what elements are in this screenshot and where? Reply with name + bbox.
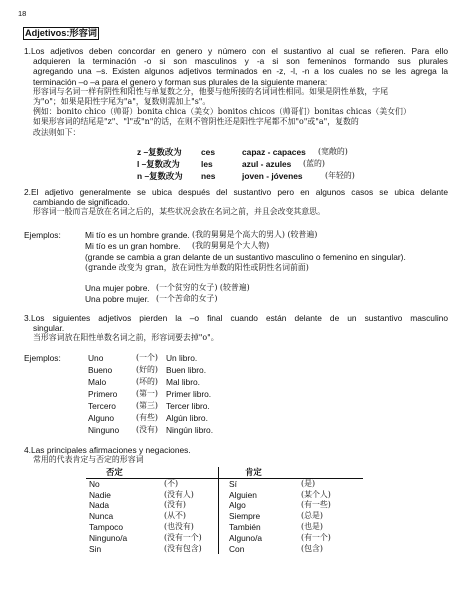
rule-cn: (蓝的): [303, 159, 325, 168]
s3-line: 3.Los siguientes adjetivos pierden la –o final cuando están delante de un sustantivo masculino: [24, 313, 448, 323]
s3-row: [88, 353, 288, 364]
pos-word: Alguien: [229, 489, 257, 500]
s3-row: [88, 413, 288, 424]
table-row: [86, 511, 363, 522]
rule-row-l: [137, 159, 437, 170]
table-row: [86, 490, 363, 501]
adj-example: Un libro.: [166, 353, 198, 363]
rule-ending: ces: [201, 147, 215, 157]
pos-cn: (有一些): [301, 500, 331, 510]
s4-cn: 常用的代表肯定与否定的形容词: [33, 455, 144, 464]
neg-word: Nada: [89, 500, 110, 511]
rule-example: capaz - capaces: [242, 147, 306, 157]
pos-cn: (有一个): [301, 532, 331, 542]
pos-cn: (总是): [301, 511, 323, 521]
example-es: Mi tío es un hombre grande.: [85, 230, 190, 240]
example-cn: (一个贫穷的女子) (较普遍): [156, 283, 250, 292]
s3-line: singular.: [33, 323, 65, 334]
example-es: Mi tío es un gran hombre.: [85, 241, 181, 251]
adj-base: Ninguno: [88, 425, 120, 435]
adj-example: Algún libro.: [166, 413, 208, 423]
rule-label: z –复数改为: [137, 147, 182, 157]
s1-cn-line: 为"o"；如果是阳性字尾为"a"，复数则需加上"s"。: [33, 97, 211, 107]
s2-example-row: [85, 294, 445, 305]
rule-row-n: [137, 171, 437, 182]
adj-example: Primer libro.: [166, 389, 212, 399]
neg-cn: (没有): [161, 500, 219, 511]
neg-word: Ninguno/a: [89, 532, 128, 543]
adj-example: Ningún libro.: [166, 425, 214, 435]
rule-example: joven - jóvenes: [242, 171, 303, 181]
neg-word: Tampoco: [89, 521, 123, 532]
adj-base: Tercero: [88, 401, 116, 411]
header-negation: 否定: [86, 467, 161, 478]
adj-example: Buen libro.: [166, 365, 207, 375]
s2-example-row: [85, 230, 445, 241]
rule-label: l –复数改为: [137, 159, 180, 169]
s1-cn-line: 形容词与名词一样有阴性和阳性与单复数之分，他要与他所接的名词词性相同。如果是阴性单数，字尾: [33, 86, 389, 96]
s3-row: [88, 425, 288, 436]
neg-cn: (没有包含): [161, 544, 219, 555]
table-row: [86, 478, 363, 489]
s1-line: adquieren la terminación -o si son masculinos y -a si son femeninos formando sus plurales: [33, 56, 448, 67]
s1-cn-line: 改法则如下：: [33, 127, 81, 137]
page-number: 18: [18, 9, 27, 18]
s3-row: [88, 377, 288, 388]
section-1: [24, 46, 448, 138]
neg-word: Sin: [89, 543, 102, 554]
pos-cn: (包含): [301, 543, 323, 553]
pos-cn: (也是): [301, 521, 323, 531]
rule-ending: nes: [201, 171, 216, 181]
example-cn: (我的舅舅是个大人物): [192, 241, 270, 250]
header-affirmation: 肯定: [219, 467, 299, 478]
rule-cn: (年轻的): [325, 171, 355, 180]
pos-word: También: [229, 521, 261, 532]
adj-base: Malo: [88, 377, 107, 387]
s2-cn-line: 形容词一般而言是放在名词之后的，某些状况会放在名词之前，并且会改变其意思。: [33, 207, 325, 217]
neg-cn: (不): [161, 478, 219, 489]
table-row: [86, 500, 363, 511]
adj-base: Primero: [88, 389, 118, 399]
s2-line: cambiando de significado.: [33, 197, 130, 208]
adj-cn: (一个): [136, 353, 158, 362]
s3-row: [88, 365, 288, 376]
s2-ejemplos-label: Ejemplos:: [24, 230, 61, 240]
s2-example-row: [85, 283, 445, 294]
adj-base: Uno: [88, 353, 104, 363]
adj-example: Mal libro.: [166, 377, 200, 387]
s1-line: terminación –o –a para el genero y forman sus plurales de la siguiente manera:: [33, 76, 328, 87]
s2-example-row: [85, 241, 445, 252]
neg-cn: (没有一个): [161, 533, 219, 544]
neg-cn: (也没有): [161, 522, 219, 533]
adj-cn: (有些): [136, 413, 158, 422]
table-row: [86, 533, 363, 544]
adj-base: Bueno: [88, 365, 113, 375]
s2-note-es: (grande se cambia a gran delante de un sustantivo masculino o femenino en singular).: [85, 252, 406, 262]
rule-ending: les: [201, 159, 213, 169]
section-2: [24, 187, 448, 218]
adj-cn: (第一): [136, 389, 158, 398]
pos-word: Siempre: [229, 511, 261, 522]
pos-word: Sí: [229, 478, 237, 489]
s1-line: 1.Los adjetivos deben concordar en genero y número con el sustantivo al cual se refieren. Para ello: [24, 46, 448, 56]
pos-cn: (某个人): [301, 489, 331, 499]
s1-cn-line: 如果形容词的结尾是"z"、"l"或"n"的话，在则不管阴性还是阳性字尾都不加"o"或"a"，复数的: [33, 117, 359, 127]
neg-cn: (从不): [161, 511, 219, 522]
s3-cn-line: 当形容词放在阳性单数名词之前，形容词要去掉"o"。: [33, 333, 219, 343]
rule-example: azul - azules: [242, 159, 292, 169]
s2-note-cn: (grande 改变为 gran，放在词性为单数的阳性或阴性名词前面): [85, 263, 309, 272]
neg-word: Nunca: [89, 511, 114, 522]
pos-word: Con: [229, 543, 245, 554]
section-title: Adjetivos:形容词: [25, 28, 97, 38]
table-header-row: [86, 467, 363, 478]
s3-row: [88, 389, 288, 400]
pos-word: Alguno/a: [229, 532, 263, 543]
rule-label: n –复数改为: [137, 171, 183, 181]
example-es: Una pobre mujer.: [85, 294, 150, 304]
section-3: [24, 313, 448, 344]
affirmation-negation-table: [86, 467, 363, 554]
s1-line: agregando una –s. Existen algunos adjetivos terminados en -z, -l, -n a los cuales no se les agrega la: [33, 66, 448, 77]
adj-cn: (第三): [136, 401, 158, 410]
table-row: [86, 522, 363, 533]
adj-example: Tercer libro.: [166, 401, 210, 411]
neg-word: No: [89, 478, 100, 489]
s2-line: 2.El adjetivo generalmente se ubica después del sustantivo pero en algunos casos se ubica delante: [24, 187, 448, 197]
s3-ejemplos-label: Ejemplos:: [24, 353, 61, 363]
example-es: Una mujer pobre.: [85, 283, 150, 293]
example-cn: (一个苦命的女子): [156, 294, 218, 303]
s3-row: [88, 401, 288, 412]
adj-cn: (好的): [136, 365, 158, 374]
s1-cn-line: 例如：bonito chico（帅哥）bonita chica（美女）bonitos chicos（帅哥们）bonitas chicas（美女们）: [33, 107, 411, 117]
s4-title: 4.Las principales afirmaciones y negaciones.: [24, 445, 191, 455]
table-row: [86, 544, 363, 555]
rule-row-z: [137, 147, 437, 158]
adj-cn: (坏的): [136, 377, 158, 386]
adj-base: Alguno: [88, 413, 115, 423]
pos-cn: (是): [301, 478, 316, 488]
neg-cn: (没有人): [161, 490, 219, 501]
pos-word: Algo: [229, 500, 246, 511]
adj-cn: (没有): [136, 425, 158, 434]
example-cn: (我的舅舅是个高大的男人) (较普遍): [192, 230, 318, 239]
neg-word: Nadie: [89, 489, 111, 500]
rule-cn: (宽敞的): [318, 147, 348, 156]
